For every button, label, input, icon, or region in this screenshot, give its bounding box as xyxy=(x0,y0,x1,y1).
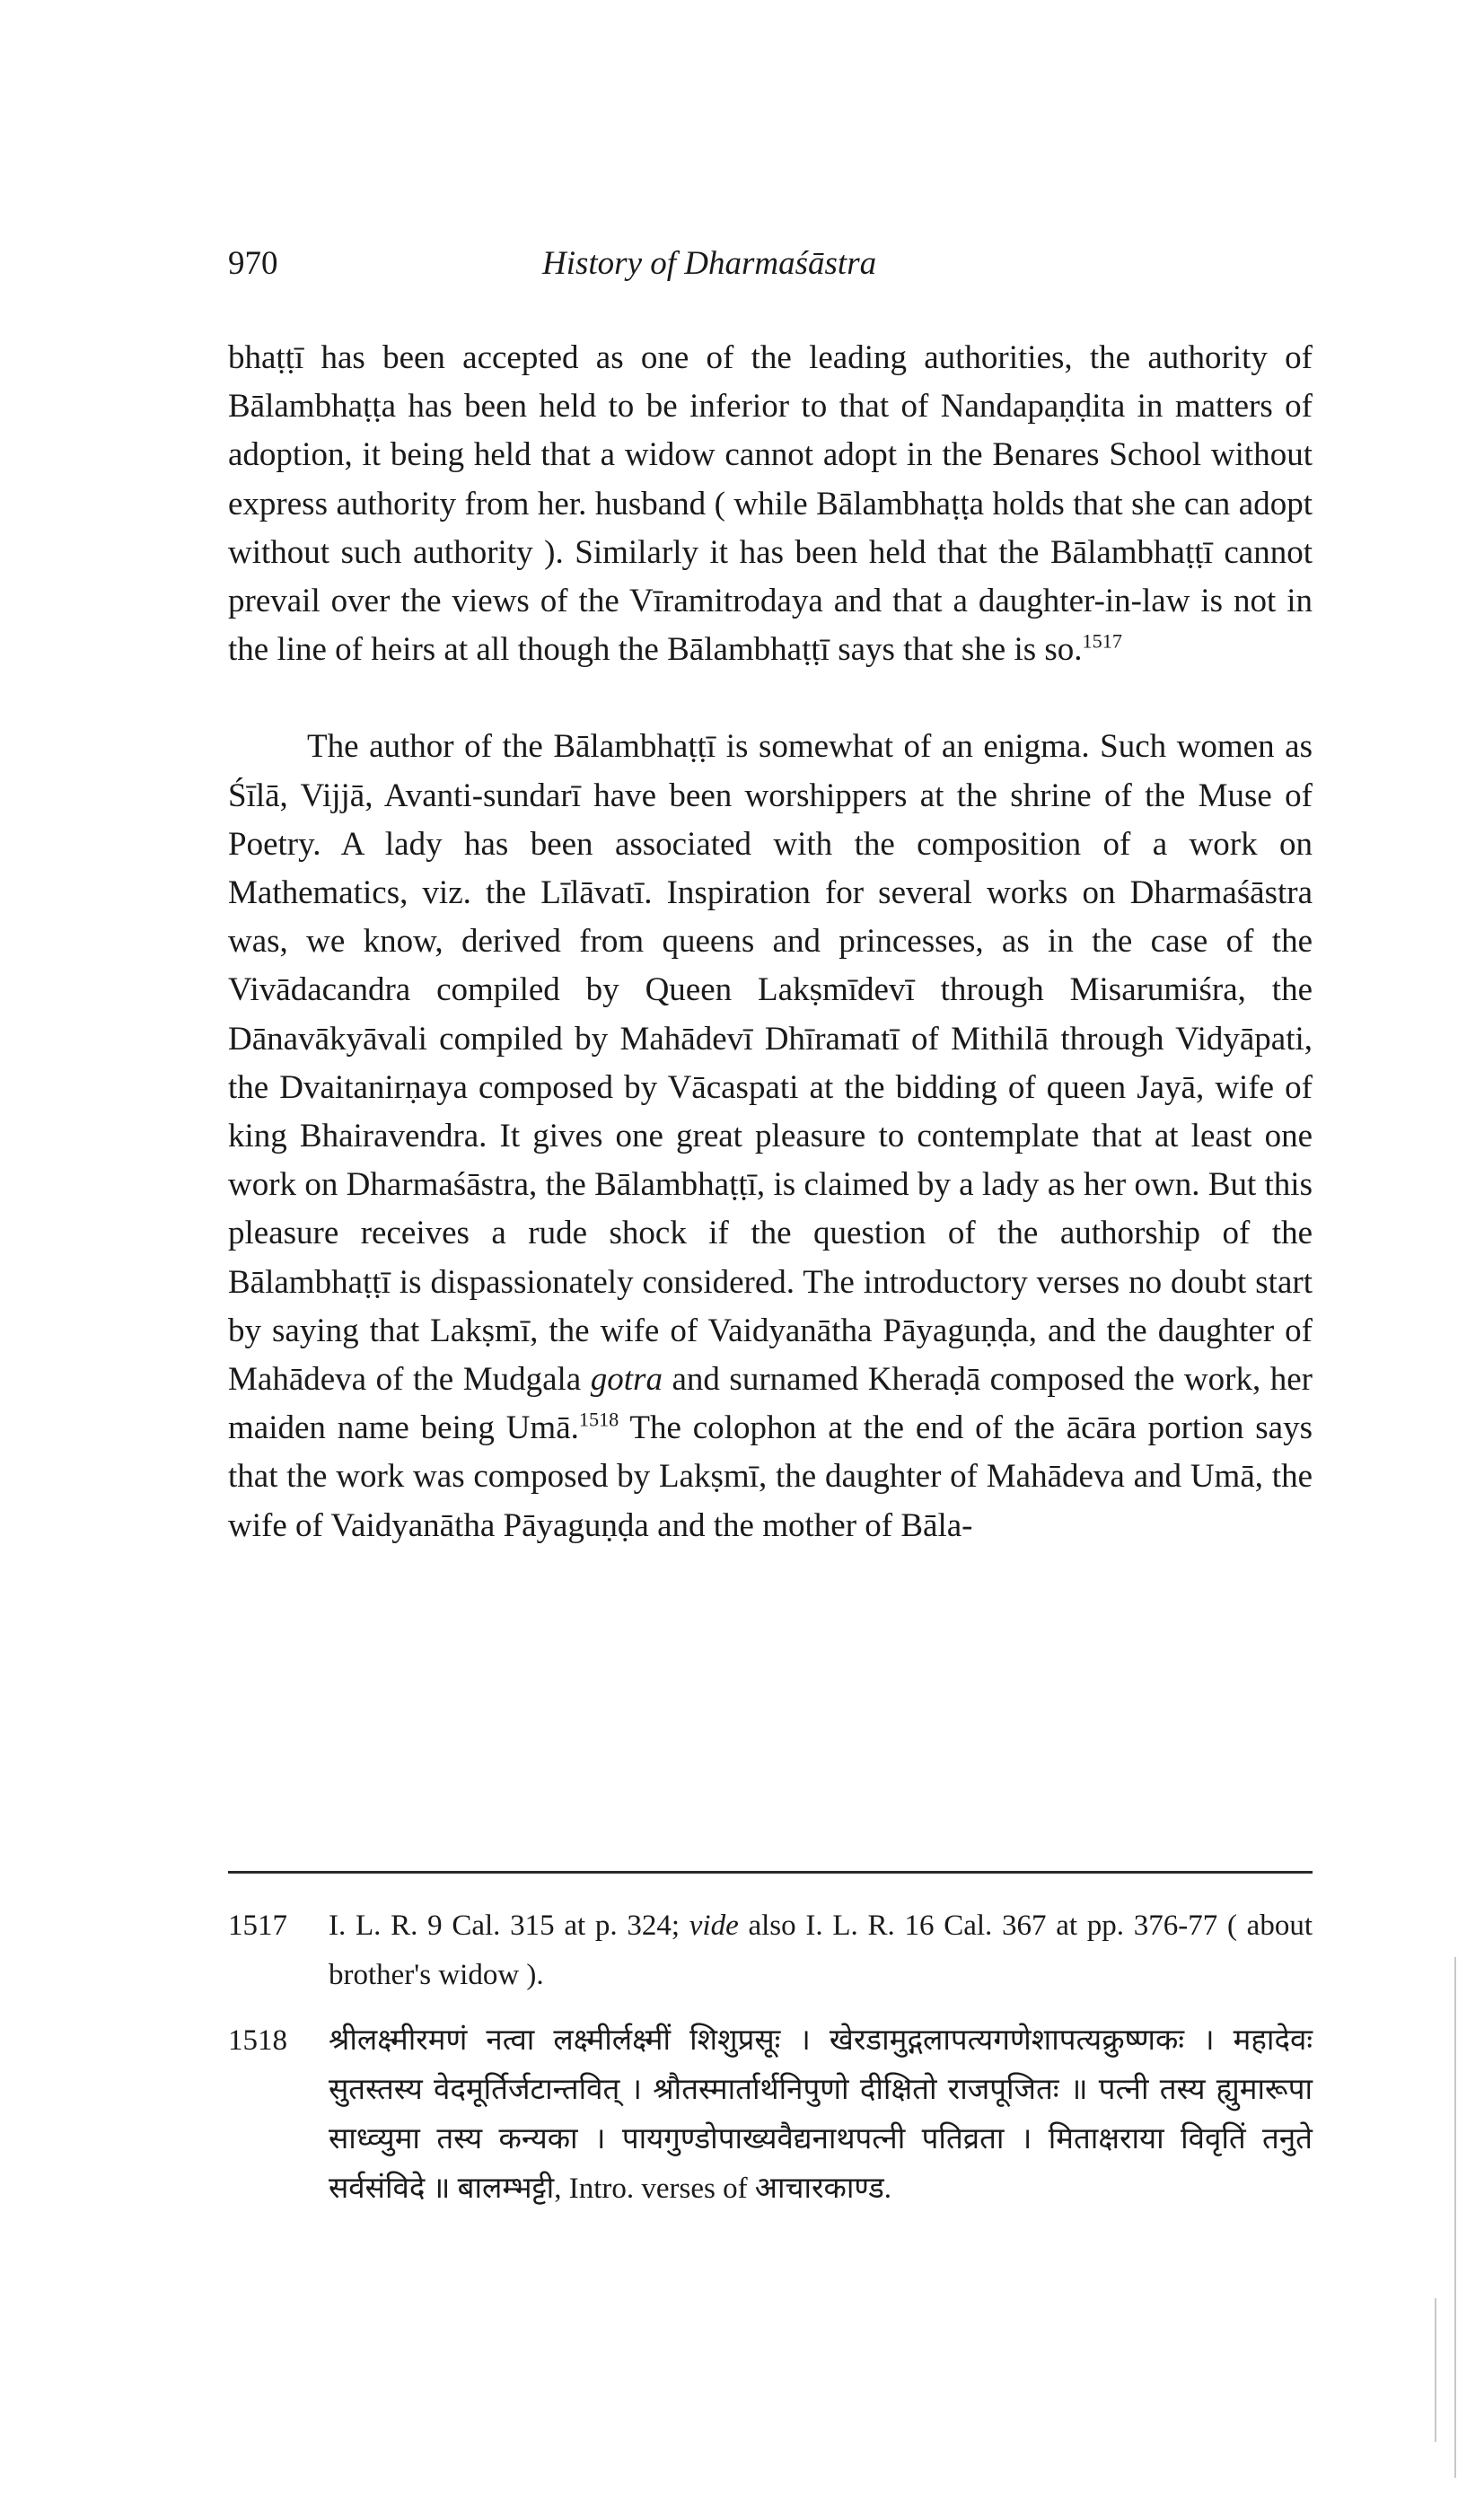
running-title: History of Dharmaśāstra xyxy=(542,245,877,282)
paragraph-text: bhaṭṭī has been accepted as one of the leading authorities, the authority of Bālambhaṭṭa has been held to be inferior to that of Nandapaṇḍita in matters of adoption, it being held that a widow cannot adopt in the Benares School without express authority from her. husband ( while Bālambhaṭṭa holds that she can adopt without such authority ). Similarly it has been held that the Bālambhaṭṭī cannot prevail over the views of the Vīramitrodaya and that a daughter-in-law is not in the line of heirs at all though the Bālambhaṭṭī says that she is so. xyxy=(228,339,1313,669)
page-number: 970 xyxy=(228,245,278,282)
footnote-1517 xyxy=(228,1901,1313,2000)
paragraph-text-part-1: The author of the Bālambhaṭṭī is somewhat of an enigma. Such women as Śīlā, Vijjā, Avanti-sundarī have been worshippers at the shrine of the Muse of Poetry. A lady has been associated with the composition of a work on Mathematics, viz. the Līlāvatī. Inspiration for several works on Dharmaśāstra was, we know, derived from queens and princesses, as in the case of the Vivādacandra compiled by Queen Lakṣmīdevī through Misarumiśra, the Dānavākyāvali compiled by Mahādevī Dhīramatī of Mithilā through Vidyāpati, the Dvaitanirṇaya composed by Vācaspati at the bidding of queen Jayā, wife of king Bhairavendra. It gives one great pleasure to contemplate that at least one work on Dharmaśāstra, the Bālambhaṭṭī, is claimed by a lady as her own. But this pleasure receives a rude shock if the question of the authorship of the Bālambhaṭṭī is dispassionately considered. The introductory verses no doubt start by saying that Lakṣmī, the wife of Vaidyanātha Pāyaguṇḍa, and the daughter of Mahādeva of the Mudgala xyxy=(228,728,1313,1399)
footnote-text-part-1: I. L. R. 9 Cal. 315 at p. 324; xyxy=(329,1909,681,1942)
footnote-citation: Intro. verses of आचारकाण्ड. xyxy=(568,2173,892,2205)
footnote-sanskrit-verses: श्रीलक्ष्मीरमणं नत्वा लक्ष्मीर्लक्ष्मीं शिशुप्रसूः । खेरडामुद्गलापत्यगणेशापत्यक्रुष्णकः । महादेवः सुतस्तस्य वेदमूर्तिर्जटान्तवित् । श्रौतस्मार्तार्थनिपुणो दीक्षितो राजपूजितः ॥ पत्नी तस्य ह्युमारूपा साध्व्युमा तस्य कन्यका । पायगुण्डोपाख्यवैद्यनाथपत्नी पतिव्रता । मिताक्षराया विवृतिं तनुते सर्वसंविदे ॥ बालम्भट्टी, xyxy=(329,2024,1313,2205)
paragraph-text-part-2: and surnamed Kheraḍā composed the work, her maiden name being Umā. xyxy=(228,1361,1313,1447)
main-text xyxy=(228,334,1313,1550)
footnote-number: 1518 xyxy=(228,2024,287,2057)
italic-term: gotra xyxy=(590,1361,663,1399)
paragraph-2 xyxy=(228,723,1313,1549)
footnote-text-part-2: also I. L. R. 16 Cal. 367 at pp. 376-77 ( about brother's widow ). xyxy=(329,1909,1313,1991)
footnote-text xyxy=(329,1901,1313,2000)
footnote-ref-1518: 1518 xyxy=(578,1408,619,1431)
footnote-divider xyxy=(228,1871,1313,1874)
page-header xyxy=(228,244,1305,298)
scan-edge-mark xyxy=(1454,1957,1456,2478)
footnote-text xyxy=(329,2016,1313,2214)
footnote-1518 xyxy=(228,2016,1313,2214)
scan-edge-mark xyxy=(1435,2298,1436,2442)
footnote-italic-term: vide xyxy=(689,1909,739,1942)
footnotes xyxy=(228,1901,1313,2230)
footnote-number: 1517 xyxy=(228,1909,287,1942)
paragraph-text-part-3: The colophon at the end of the ācāra portion says that the work was composed by Lakṣmī, the daughter of Mahādeva and Umā, the wife of Vaidyanātha Pāyaguṇḍa and the mother of Bāla- xyxy=(228,1409,1313,1544)
paragraph-1 xyxy=(228,334,1313,674)
footnote-ref-1517: 1517 xyxy=(1082,629,1122,653)
